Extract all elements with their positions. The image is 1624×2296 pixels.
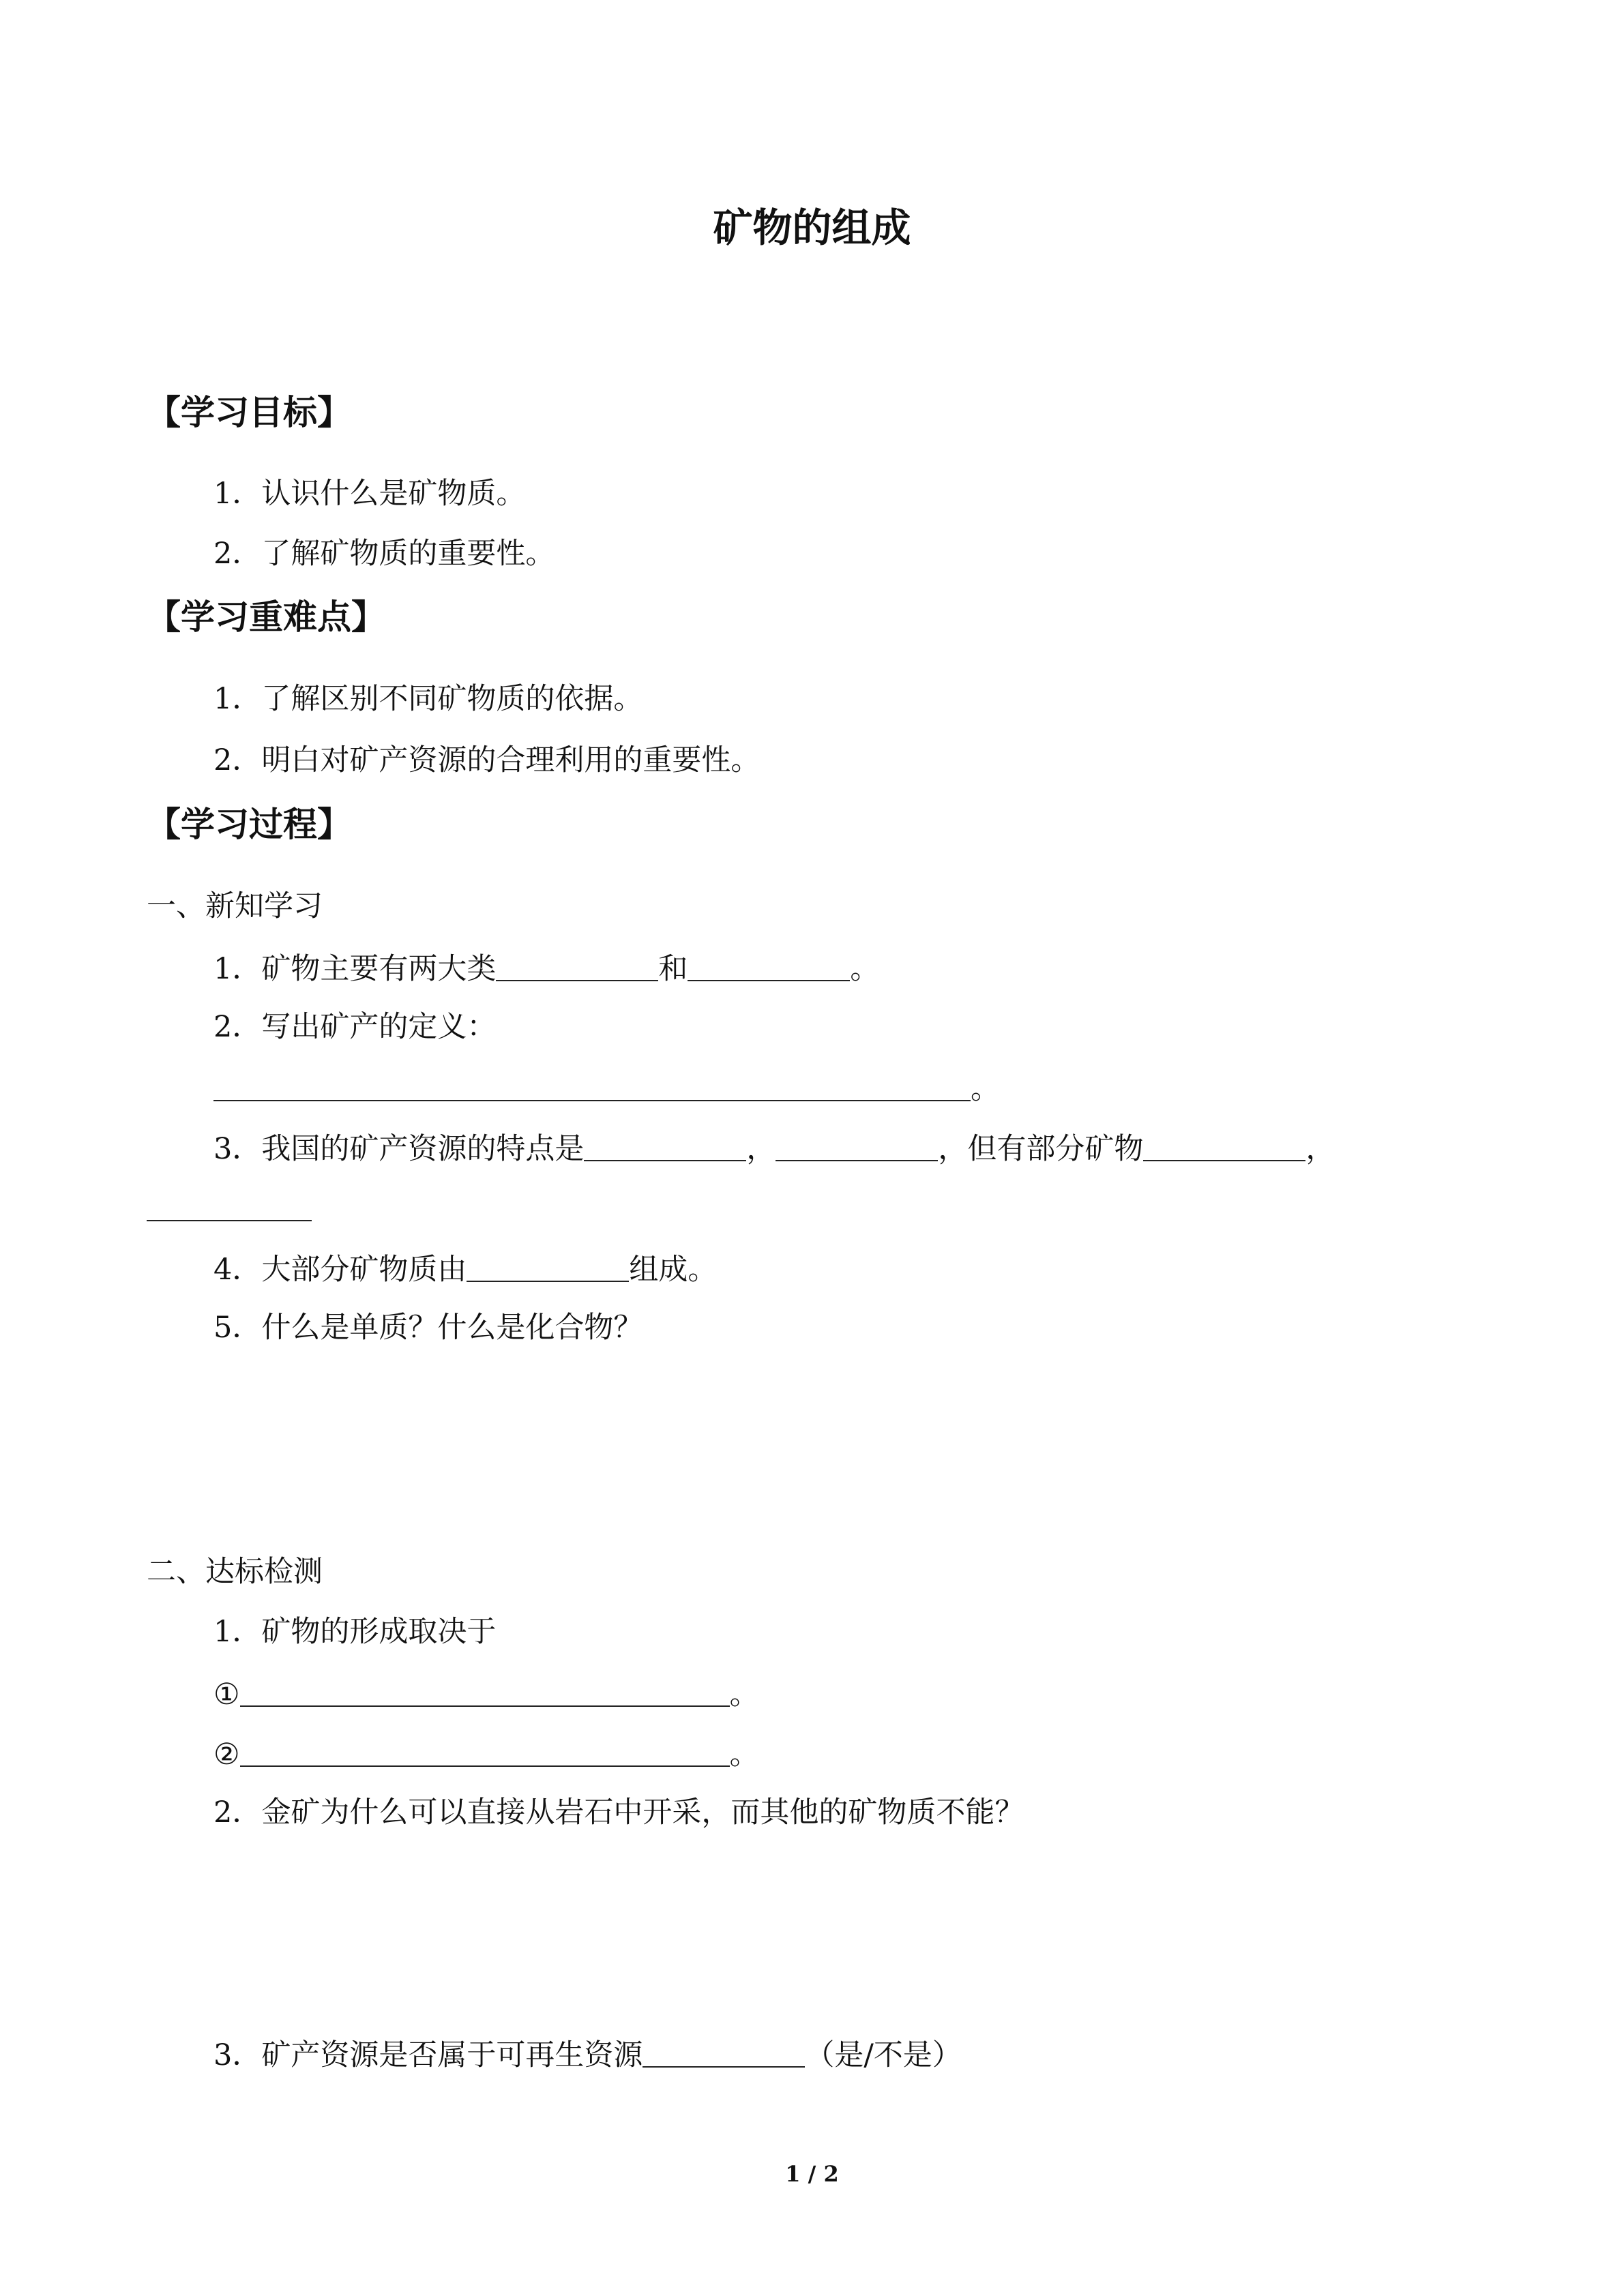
circled-number-1: ①: [213, 1678, 240, 1712]
answer-blank[interactable]: [1143, 1133, 1305, 1161]
goal-item-2: 2．了解矿物质的重要性。: [213, 537, 555, 571]
q3-comma: ，: [746, 1132, 776, 1166]
q4-end: 组成。: [629, 1253, 718, 1287]
answer-blank[interactable]: [240, 1678, 730, 1707]
answer-blank[interactable]: [688, 953, 850, 981]
keypoint-item-2: 2．明白对矿产资源的合理利用的重要性。: [213, 743, 761, 777]
answer-blank[interactable]: [584, 1133, 746, 1161]
part2-question-1-answer-2: [213, 1738, 759, 1770]
part2-label: 二、达标检测: [147, 1555, 323, 1589]
part1-question-3: [213, 1133, 1335, 1164]
part1-question-2: 2．写出矿产的定义：: [213, 1010, 497, 1044]
q1-text: 1．矿物主要有两大类: [213, 952, 497, 986]
part2-question-1: 1．矿物的形成取决于: [213, 1615, 497, 1649]
part2-question-3: [213, 2039, 962, 2070]
q2-end: 。: [971, 1072, 1000, 1106]
keypoint-item-1: 1．了解区别不同矿物质的依据。: [213, 682, 643, 716]
q3-text: 3．矿产资源是否属于可再生资源: [213, 2038, 643, 2072]
answer-end: 。: [729, 1738, 759, 1772]
q4-text: 4．大部分矿物质由: [213, 1253, 467, 1287]
circled-number-2: ②: [213, 1738, 240, 1772]
part1-question-3-continued: [147, 1193, 312, 1224]
answer-blank[interactable]: [147, 1193, 312, 1221]
answer-blank[interactable]: [213, 1073, 971, 1101]
q3-options: （是/不是）: [805, 2038, 962, 2072]
answer-blank[interactable]: [240, 1738, 730, 1767]
q1-end: 。: [850, 952, 880, 986]
part1-question-4: [213, 1253, 717, 1285]
q3-connector: ，但有部分矿物: [938, 1132, 1144, 1166]
answer-end: 。: [729, 1678, 759, 1712]
part2-question-1-answer-1: [213, 1678, 759, 1710]
page-title: 矿物的组成: [713, 205, 911, 251]
part1-question-2-answer: [213, 1073, 1000, 1104]
q3-comma: ，: [1305, 1132, 1335, 1166]
answer-blank[interactable]: [467, 1253, 629, 1282]
part1-label: 一、新知学习: [147, 889, 323, 923]
q3-text: 3．我国的矿产资源的特点是: [213, 1132, 585, 1166]
page-number: 1 / 2: [785, 2161, 839, 2187]
q1-connector: 和: [658, 952, 688, 986]
part2-question-2: 2．金矿为什么可以直接从岩石中开采，而其他的矿物质不能？: [213, 1795, 1024, 1830]
part1-question-5: 5．什么是单质？什么是化合物？: [213, 1311, 643, 1345]
answer-blank[interactable]: [643, 2039, 805, 2068]
answer-blank[interactable]: [776, 1133, 938, 1161]
goal-item-1: 1．认识什么是矿物质。: [213, 477, 526, 511]
section-heading-process: 【学习过程】: [147, 805, 351, 844]
part1-question-1: [213, 953, 879, 984]
section-heading-goals: 【学习目标】: [147, 393, 351, 432]
section-heading-keypoints: 【学习重难点】: [147, 597, 385, 637]
answer-blank[interactable]: [496, 953, 658, 981]
